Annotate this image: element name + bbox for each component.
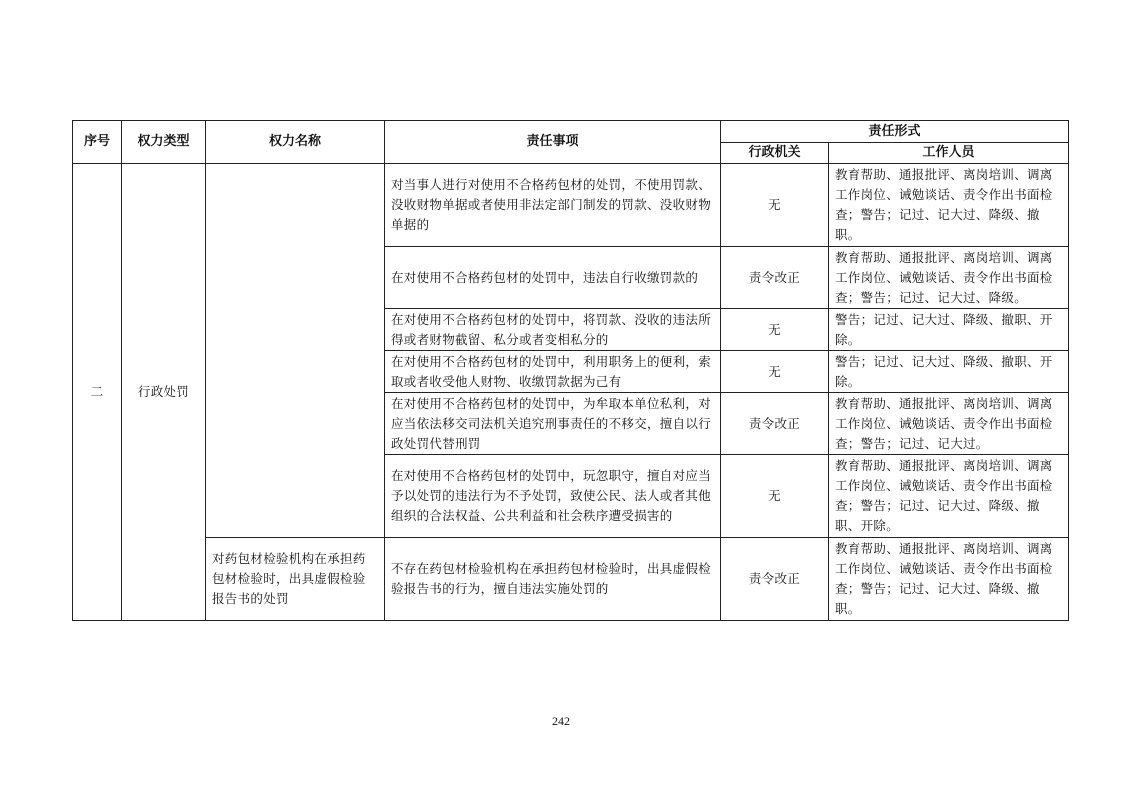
matter-cell: 对当事人进行对使用不合格药包材的处罚，不使用罚款、没收财物单据或者使用非法定部门制发的罚款、没收财物单据的: [385, 164, 721, 247]
org-cell: 无: [721, 351, 829, 393]
staff-cell: 警告；记过、记大过、降级、撤职、开除。: [829, 351, 1069, 393]
header-org: 行政机关: [721, 143, 829, 164]
matter-cell: 在对使用不合格药包材的处罚中，为牟取本单位私利，对应当依法移交司法机关追究刑事责任的不移交，擅自以行政处罚代替刑罚: [385, 393, 721, 455]
staff-cell: 警告；记过、记大过、降级、撤职、开除。: [829, 309, 1069, 351]
page-number: 242: [552, 714, 570, 728]
org-cell: 无: [721, 455, 829, 538]
matter-cell: 在对使用不合格药包材的处罚中，违法自行收缴罚款的: [385, 247, 721, 309]
power-type-cell: 行政处罚: [122, 164, 206, 621]
org-cell: 责令改正: [721, 247, 829, 309]
org-cell: 责令改正: [721, 538, 829, 621]
org-cell: 无: [721, 164, 829, 247]
header-matter: 责任事项: [385, 121, 721, 164]
header-staff: 工作人员: [829, 143, 1069, 164]
staff-cell: 教育帮助、通报批评、离岗培训、调离工作岗位、诫勉谈话、责令作出书面检查；警告；记过、记大过、降级、撤职、开除。: [829, 455, 1069, 538]
org-cell: 责令改正: [721, 393, 829, 455]
table-row: [73, 164, 1069, 247]
responsibility-table: [72, 120, 1069, 621]
staff-cell: 教育帮助、通报批评、离岗培训、调离工作岗位、诫勉谈话、责令作出书面检查；警告；记过、记大过、降级。: [829, 247, 1069, 309]
staff-cell: 教育帮助、通报批评、离岗培训、调离工作岗位、诫勉谈话、责令作出书面检查；警告；记过、记大过、降级、撤职。: [829, 164, 1069, 247]
table-row: [73, 538, 1069, 621]
seq-cell: 二: [73, 164, 122, 621]
power-name-cell-2: 对药包材检验机构在承担药包材检验时，出具虚假检验报告书的处罚: [206, 538, 385, 621]
header-form: 责任形式: [721, 121, 1069, 143]
staff-cell: 教育帮助、通报批评、离岗培训、调离工作岗位、诫勉谈话、责令作出书面检查；警告；记过、记大过、降级、撤职。: [829, 538, 1069, 621]
matter-cell: 在对使用不合格药包材的处罚中，将罚款、没收的违法所得或者财物截留、私分或者变相私分的: [385, 309, 721, 351]
staff-cell: 教育帮助、通报批评、离岗培训、调离工作岗位、诫勉谈话、责令作出书面检查；警告；记过、记大过。: [829, 393, 1069, 455]
matter-cell: 在对使用不合格药包材的处罚中，玩忽职守，擅自对应当予以处罚的违法行为不予处罚，致使公民、法人或者其他组织的合法权益、公共利益和社会秩序遭受损害的: [385, 455, 721, 538]
matter-cell: 在对使用不合格药包材的处罚中，利用职务上的便利，索取或者收受他人财物、收缴罚款据为己有: [385, 351, 721, 393]
org-cell: 无: [721, 309, 829, 351]
header-seq: 序号: [73, 121, 122, 164]
header-power-type: 权力类型: [122, 121, 206, 164]
header-power-name: 权力名称: [206, 121, 385, 164]
matter-cell: 不存在药包材检验机构在承担药包材检验时，出具虚假检验报告书的行为，擅自违法实施处罚的: [385, 538, 721, 621]
power-name-cell-1: [206, 164, 385, 538]
